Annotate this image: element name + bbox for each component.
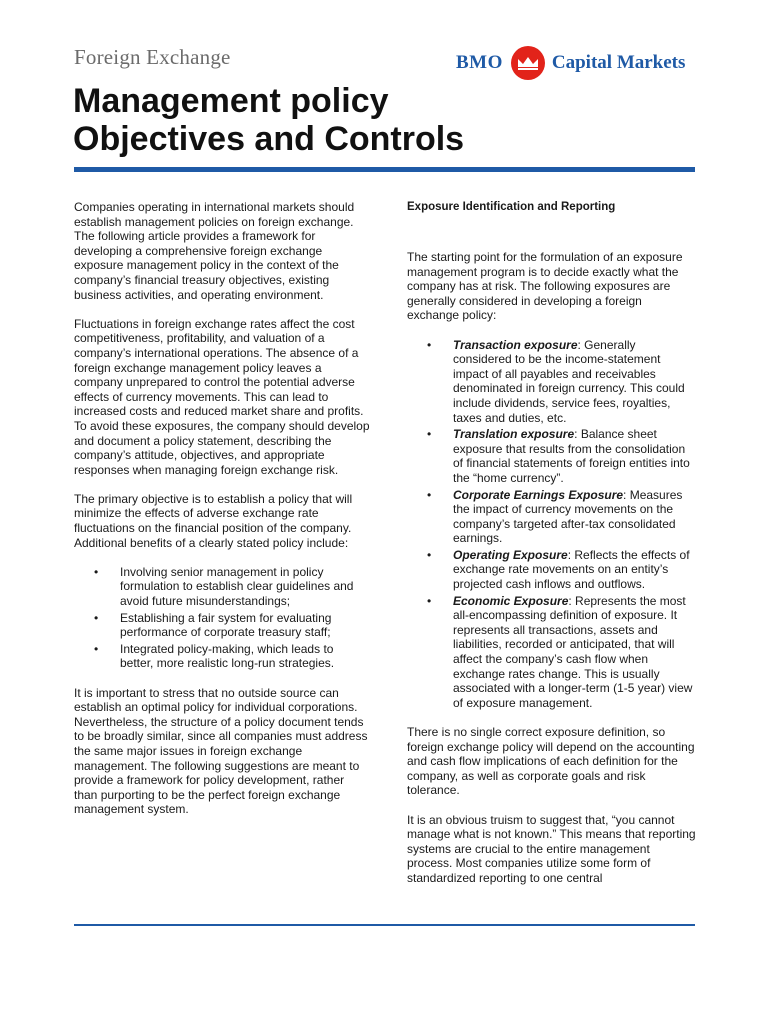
section-kicker: Foreign Exchange	[74, 45, 231, 69]
bmo-capital-markets-logo	[456, 44, 685, 82]
list-item: • Involving senior management in policy formulation to establish clear guidelines and avoid future misunderstandings;	[94, 564, 354, 609]
right-column	[407, 200, 697, 900]
left-column	[74, 200, 370, 832]
logo-bmo-text: BMO	[456, 52, 503, 73]
bullet-icon: •	[94, 610, 99, 625]
reporting-paragraph: It is an obvious truism to suggest that, “you cannot manage what is not known.” This means that reporting systems are crucial to the entire management process. Most companies utilize some form of standardized reporting to one central	[407, 812, 696, 885]
list-item: • Corporate Earnings Exposure: Measures the impact of currency movements on the company’s targeted after-tax consolidated earnings.	[427, 487, 683, 546]
intro-paragraph: Companies operating in international markets should establish management policies on foreign exchange. The following article provides a framework for developing a comprehensive foreign exchange exposure management policy in the context of the company’s financial treasury objectives, existing business activities, and operating environment.	[74, 200, 355, 302]
bullet-icon: •	[427, 427, 432, 442]
fluctuations-paragraph: Fluctuations in foreign exchange rates affect the cost competitiveness, profitability, and valuation of a company’s international operations. The absence of a foreign exchange management policy leaves a company unprepared to control the potential adverse effects of currency movements. This can lead to increased costs and reduced market share and profits. To avoid these exposures, the company should develop and document a policy statement, describing the company’s attitude, objectives, and appropriate responses when managing foreign exchange risk.	[74, 316, 370, 477]
bullet-icon: •	[427, 487, 432, 502]
bullet-icon: •	[94, 564, 99, 579]
exposure-intro-paragraph: The starting point for the formulation of an exposure management program is to decide exactly what the company has at risk. The following exposures are generally considered in developing a foreign exchange policy:	[407, 250, 683, 323]
logo-capital-markets-text: Capital Markets	[551, 52, 686, 73]
definition-paragraph: There is no single correct exposure definition, so foreign exchange policy will depend on the accounting and cash flow implications of each definition for the company, as well as corporate goals and risk tolerance.	[407, 725, 695, 798]
benefits-list	[74, 565, 370, 671]
list-item: • Economic Exposure: Represents the most all-encompassing definition of exposure. It represents all transactions, assets and liabilities, recorded or anticipated, that will affect the company’s cash flow when exchange rates change. This is usually associated with a longer-term (1-5 year) view of exposure management.	[427, 593, 693, 710]
page-title	[73, 82, 464, 158]
footer-divider	[74, 924, 695, 926]
header-divider	[74, 167, 695, 172]
exposure-list	[407, 338, 697, 711]
framework-paragraph: It is important to stress that no outside source can establish an optimal policy for individual corporations. Nevertheless, the structure of a policy document tends to be broadly similar, since all companies must address the same major issues in foreign exchange management. The following suggestions are meant to provide a framework for policy development, rather than purporting to be the perfect foreign exchange management system.	[74, 685, 368, 817]
bullet-icon: •	[94, 641, 99, 656]
list-item: • Translation exposure: Balance sheet exposure that results from the consolidation of financial statements of foreign entities into the “home currency”.	[427, 427, 690, 485]
objective-paragraph: The primary objective is to establish a policy that will minimize the effects of adverse exchange rate fluctuations on the financial position of the company. Additional benefits of a clearly stated policy include:	[74, 491, 353, 550]
bmo-roundel-icon	[511, 46, 545, 80]
list-item: • Establishing a fair system for evaluating performance of corporate treasury staff;	[94, 610, 332, 640]
bullet-icon: •	[427, 337, 432, 352]
title-line-2: Objectives and Controls	[73, 120, 465, 158]
bullet-icon: •	[427, 593, 432, 608]
section-heading: Exposure Identification and Reporting	[407, 201, 616, 213]
list-item: • Integrated policy-making, which leads to better, more realistic long-run strategies.	[94, 641, 335, 671]
list-item: • Transaction exposure: Generally considered to be the income-statement impact of all payables and receivables denominated in foreign currency. This could include dividends, service fees, royalties, taxes and duties, etc.	[427, 337, 685, 425]
list-item: • Operating Exposure: Reflects the effects of exchange rate movements on an entity’s projected cash inflows and outflows.	[427, 547, 690, 592]
title-line-1: Management policy	[73, 82, 389, 120]
bullet-icon: •	[427, 547, 432, 562]
